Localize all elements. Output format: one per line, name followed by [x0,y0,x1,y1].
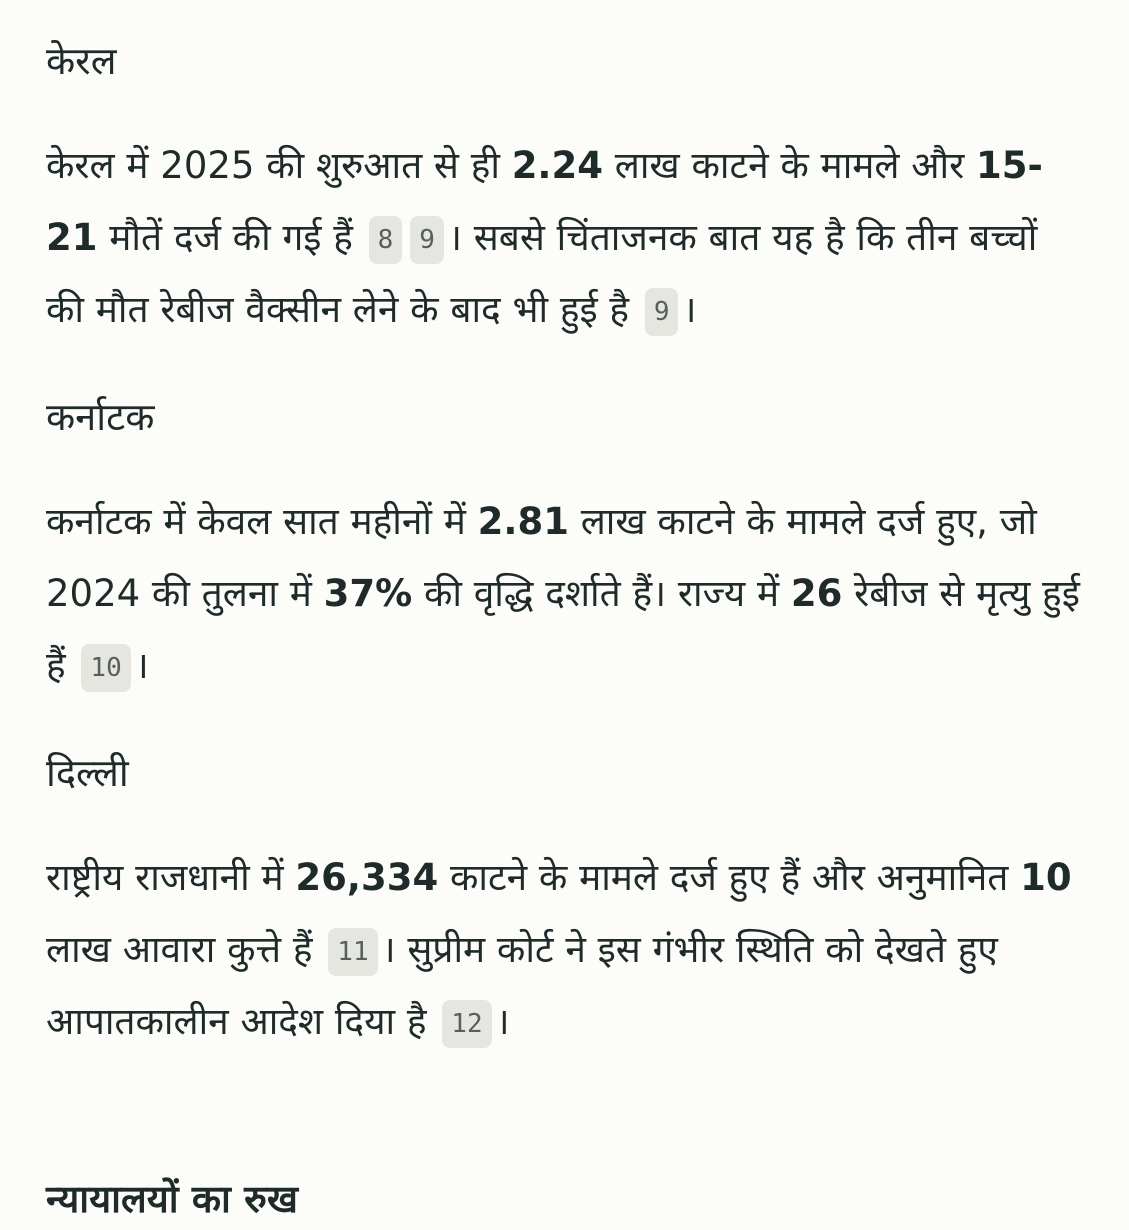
paragraph-text: । [682,288,697,331]
section-paragraph [46,842,1083,1058]
paragraph-text: । सबसे चिंताजनक बात यह है कि तीन बच्चों की मौत रेबीज वैक्सीन लेने के बाद भी हुई है [46,216,1038,331]
sections-container [46,30,1083,1058]
paragraph-text: । सुप्रीम कोर्ट ने इस गंभीर स्थिति को देखते हुए आपातकालीन आदेश दिया है [46,928,998,1043]
section-heading: दिल्ली [46,751,129,795]
paragraph-text: । [134,644,149,687]
paragraph-text: कर्नाटक में केवल सात महीनों में [46,500,478,543]
section-paragraph [46,486,1083,702]
highlighted-figure: 2.24 [511,144,603,187]
paragraph-text: रेबीज से मृत्यु हुई हैं [46,572,1080,687]
next-section-heading: न्यायालयों का रुख [46,1177,298,1221]
citation-badge[interactable]: 9 [410,216,444,264]
highlighted-figure: 15-21 [46,144,1043,259]
citation-badge[interactable]: 9 [645,288,679,336]
paragraph-text: लाख आवारा कुत्ते हैं [46,928,325,971]
paragraph-text: लाख काटने के मामले और [602,144,976,187]
citation-badge[interactable]: 10 [81,644,130,692]
highlighted-figure: 2.81 [477,500,569,543]
section-paragraph [46,130,1083,346]
highlighted-figure: 10 [1020,856,1072,899]
section-heading: कर्नाटक [46,395,155,439]
citation-badge[interactable]: 12 [442,1000,491,1048]
paragraph-text: काटने के मामले दर्ज हुए हैं और अनुमानित [438,856,1021,899]
section-heading: केरल [46,39,117,83]
highlighted-figure: 26,334 [295,856,439,899]
citation-badge[interactable]: 8 [369,216,403,264]
highlighted-figure: 26 [790,572,843,615]
citation-badge[interactable]: 11 [328,928,377,976]
paragraph-text: । [495,1000,510,1043]
paragraph-text: लाख काटने के मामले दर्ज हुए, जो 2024 की तुलना में [46,500,1037,615]
paragraph-text: की वृद्धि दर्शाते हैं। राज्य में [412,572,791,615]
paragraph-text: मौतें दर्ज की गई हैं [97,216,365,259]
paragraph-text: राष्ट्रीय राजधानी में [46,856,296,899]
paragraph-text: केरल में 2025 की शुरुआत से ही [46,144,512,187]
highlighted-figure: 37% [323,572,413,615]
